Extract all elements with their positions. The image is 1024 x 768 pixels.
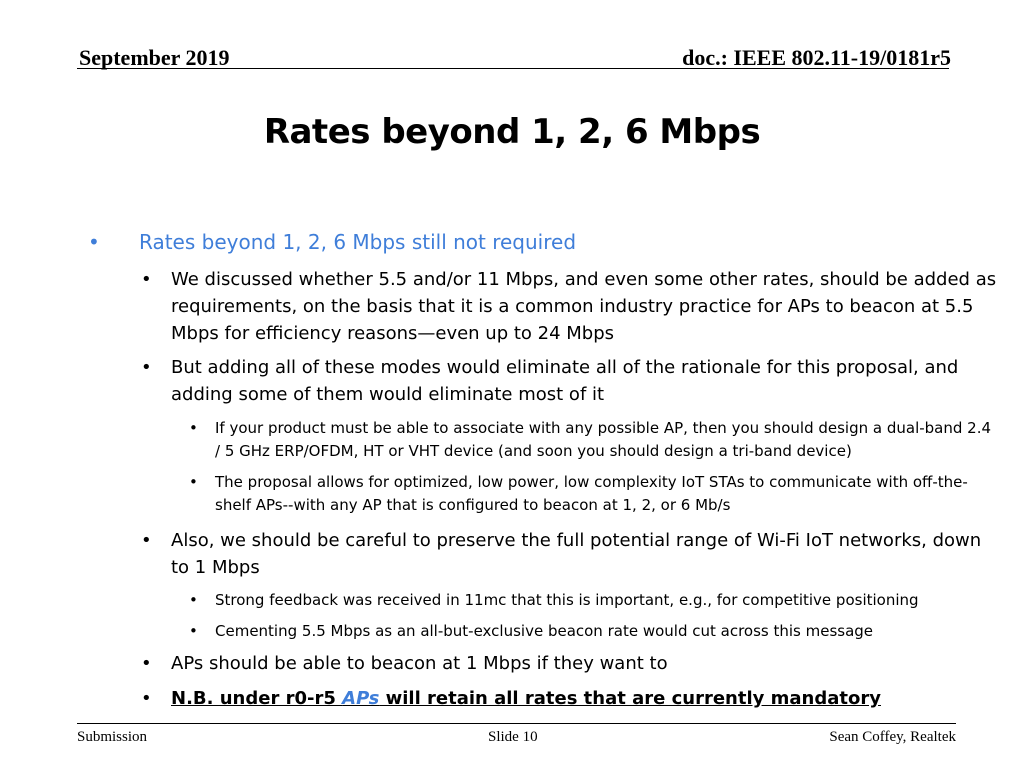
bullet-dot-icon: •: [141, 357, 152, 378]
header-divider: [77, 68, 949, 69]
slide-title: Rates beyond 1, 2, 6 Mbps: [263, 112, 761, 152]
bullet-l2-4: [141, 650, 1001, 677]
bullet-l3-3: [189, 589, 995, 612]
footer-author: Sean Coffey, Realtek: [829, 729, 956, 745]
bullet-dot-icon: •: [189, 419, 198, 437]
bullet-l3-1: [189, 417, 995, 463]
bullet-text: Cementing 5.5 Mbps as an all-but-exclusive beacon rate would cut across this message: [215, 622, 874, 640]
bullet-dot-icon: •: [141, 269, 152, 290]
bullet-l3-2: [189, 471, 995, 517]
bullet-dot-icon: •: [141, 530, 152, 551]
header-doc-id: doc.: IEEE 802.11-19/0181r5: [682, 45, 951, 70]
bullet-l2-2: [141, 354, 1001, 408]
bullet-l2-5: [141, 685, 1001, 712]
bullet-dot-icon: •: [189, 622, 198, 640]
bullet-dot-icon: •: [88, 230, 100, 254]
bullet-dot-icon: •: [141, 653, 152, 674]
nb-aps: APs: [342, 688, 380, 709]
bullet-text: We discussed whether 5.5 and/or 11 Mbps, and even some other rates, should be added as requirements, on the basis that it is a common industry practice for APs to beacon at 5.5 Mbps for efficiency reasons—even up to 24 Mbps: [171, 269, 997, 344]
bullet-nb-note: [171, 688, 881, 709]
bullet-main-text: Rates beyond 1, 2, 6 Mbps still not required: [139, 230, 577, 254]
bullet-text: If your product must be able to associate with any possible AP, then you should design a dual-band 2.4 / 5 GHz ERP/OFDM, HT or VHT device (and soon you should design a tri-band device): [215, 419, 992, 460]
footer-divider: [77, 723, 956, 724]
nb-prefix: N.B. under r0-r5: [171, 688, 343, 709]
bullet-text: The proposal allows for optimized, low power, low complexity IoT STAs to communicate with off-the-shelf APs--with any AP that is configured to beacon at 1, 2, or 6 Mb/s: [215, 473, 968, 514]
bullet-dot-icon: •: [189, 591, 198, 609]
bullet-dot-icon: •: [141, 688, 152, 709]
footer-submission: Submission: [77, 729, 148, 745]
bullet-main: [88, 230, 577, 254]
header-date: September 2019: [79, 45, 230, 70]
bullet-l2-1: [141, 266, 1001, 347]
bullet-text: Also, we should be careful to preserve the full potential range of Wi-Fi IoT networks, down to 1 Mbps: [171, 530, 982, 578]
bullet-text: APs should be able to beacon at 1 Mbps if they want to: [171, 653, 668, 674]
bullet-l2-3: [141, 527, 1001, 581]
bullet-text: But adding all of these modes would eliminate all of the rationale for this proposal, and adding some of them would eliminate most of it: [171, 357, 959, 405]
bullet-text: Strong feedback was received in 11mc that this is important, e.g., for competitive positioning: [215, 591, 919, 609]
footer-slide-number: Slide 10: [488, 729, 538, 745]
bullet-dot-icon: •: [189, 473, 198, 491]
nb-suffix: will retain all rates that are currently mandatory: [379, 688, 881, 709]
bullet-l3-4: [189, 620, 995, 643]
